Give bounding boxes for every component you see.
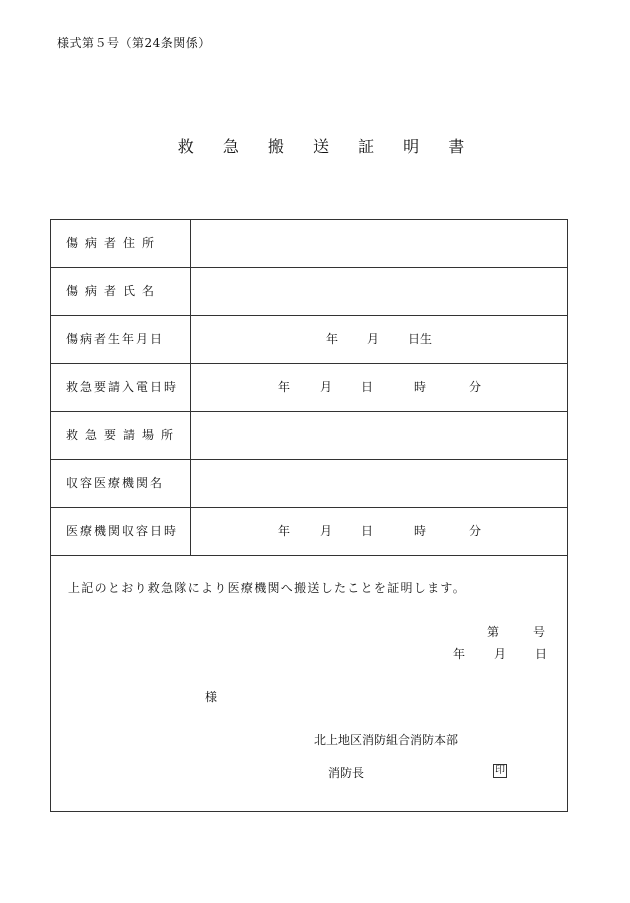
label-request-datetime: 救急要請入電日時 <box>51 364 191 411</box>
row-patient-address <box>51 220 567 268</box>
label-admission-datetime: 医療機関収容日時 <box>51 508 191 555</box>
certificate-number-prefix: 第 <box>487 625 500 639</box>
seal-stamp-box: 印 <box>495 765 505 776</box>
document-title: 救 急 搬 送 証 明 書 <box>177 137 477 156</box>
admission-month-unit: 月 <box>320 524 333 538</box>
row-request-datetime <box>51 364 567 412</box>
label-request-location: 救急要請場所 <box>51 412 191 459</box>
label-patient-name: 傷病者氏名 <box>51 268 191 315</box>
request-month-unit: 月 <box>320 380 333 394</box>
certificate-number-suffix: 号 <box>533 625 546 639</box>
patient-birthdate-field[interactable] <box>192 316 567 363</box>
hospital-name-field[interactable] <box>192 460 567 507</box>
form-number: 様式第５号（第24条関係） <box>57 36 211 50</box>
addressee-suffix: 様 <box>205 690 218 704</box>
certification-statement: 上記のとおり救急隊により医療機関へ搬送したことを証明します。 <box>68 581 467 595</box>
row-request-location <box>51 412 567 460</box>
label-hospital-name: 収容医療機関名 <box>51 460 191 507</box>
patient-name-field[interactable] <box>192 268 567 315</box>
admission-day-unit: 日 <box>361 524 374 538</box>
admission-minute-unit: 分 <box>469 524 482 538</box>
request-year-unit: 年 <box>278 380 291 394</box>
issuer-title: 消防長 <box>328 766 365 780</box>
issuer-organization: 北上地区消防組合消防本部 <box>314 733 459 747</box>
label-patient-birthdate: 傷病者生年月日 <box>51 316 191 363</box>
row-hospital-name <box>51 460 567 508</box>
certificate-form <box>50 219 568 812</box>
row-patient-name <box>51 268 567 316</box>
admission-year-unit: 年 <box>278 524 291 538</box>
admission-hour-unit: 時 <box>414 524 427 538</box>
request-minute-unit: 分 <box>469 380 482 394</box>
label-patient-address: 傷病者住所 <box>51 220 191 267</box>
birth-month-unit: 月 <box>367 332 380 346</box>
row-patient-birthdate <box>51 316 567 364</box>
admission-datetime-field[interactable] <box>192 508 567 555</box>
issue-month-unit: 月 <box>494 647 507 661</box>
patient-address-field[interactable] <box>192 220 567 267</box>
birth-year-unit: 年 <box>326 332 339 346</box>
request-location-field[interactable] <box>192 412 567 459</box>
issue-year-unit: 年 <box>453 647 466 661</box>
request-day-unit: 日 <box>361 380 374 394</box>
birth-day-unit: 日生 <box>408 332 433 346</box>
request-datetime-field[interactable] <box>192 364 567 411</box>
issue-day-unit: 日 <box>535 647 548 661</box>
request-hour-unit: 時 <box>414 380 427 394</box>
row-admission-datetime <box>51 508 567 556</box>
